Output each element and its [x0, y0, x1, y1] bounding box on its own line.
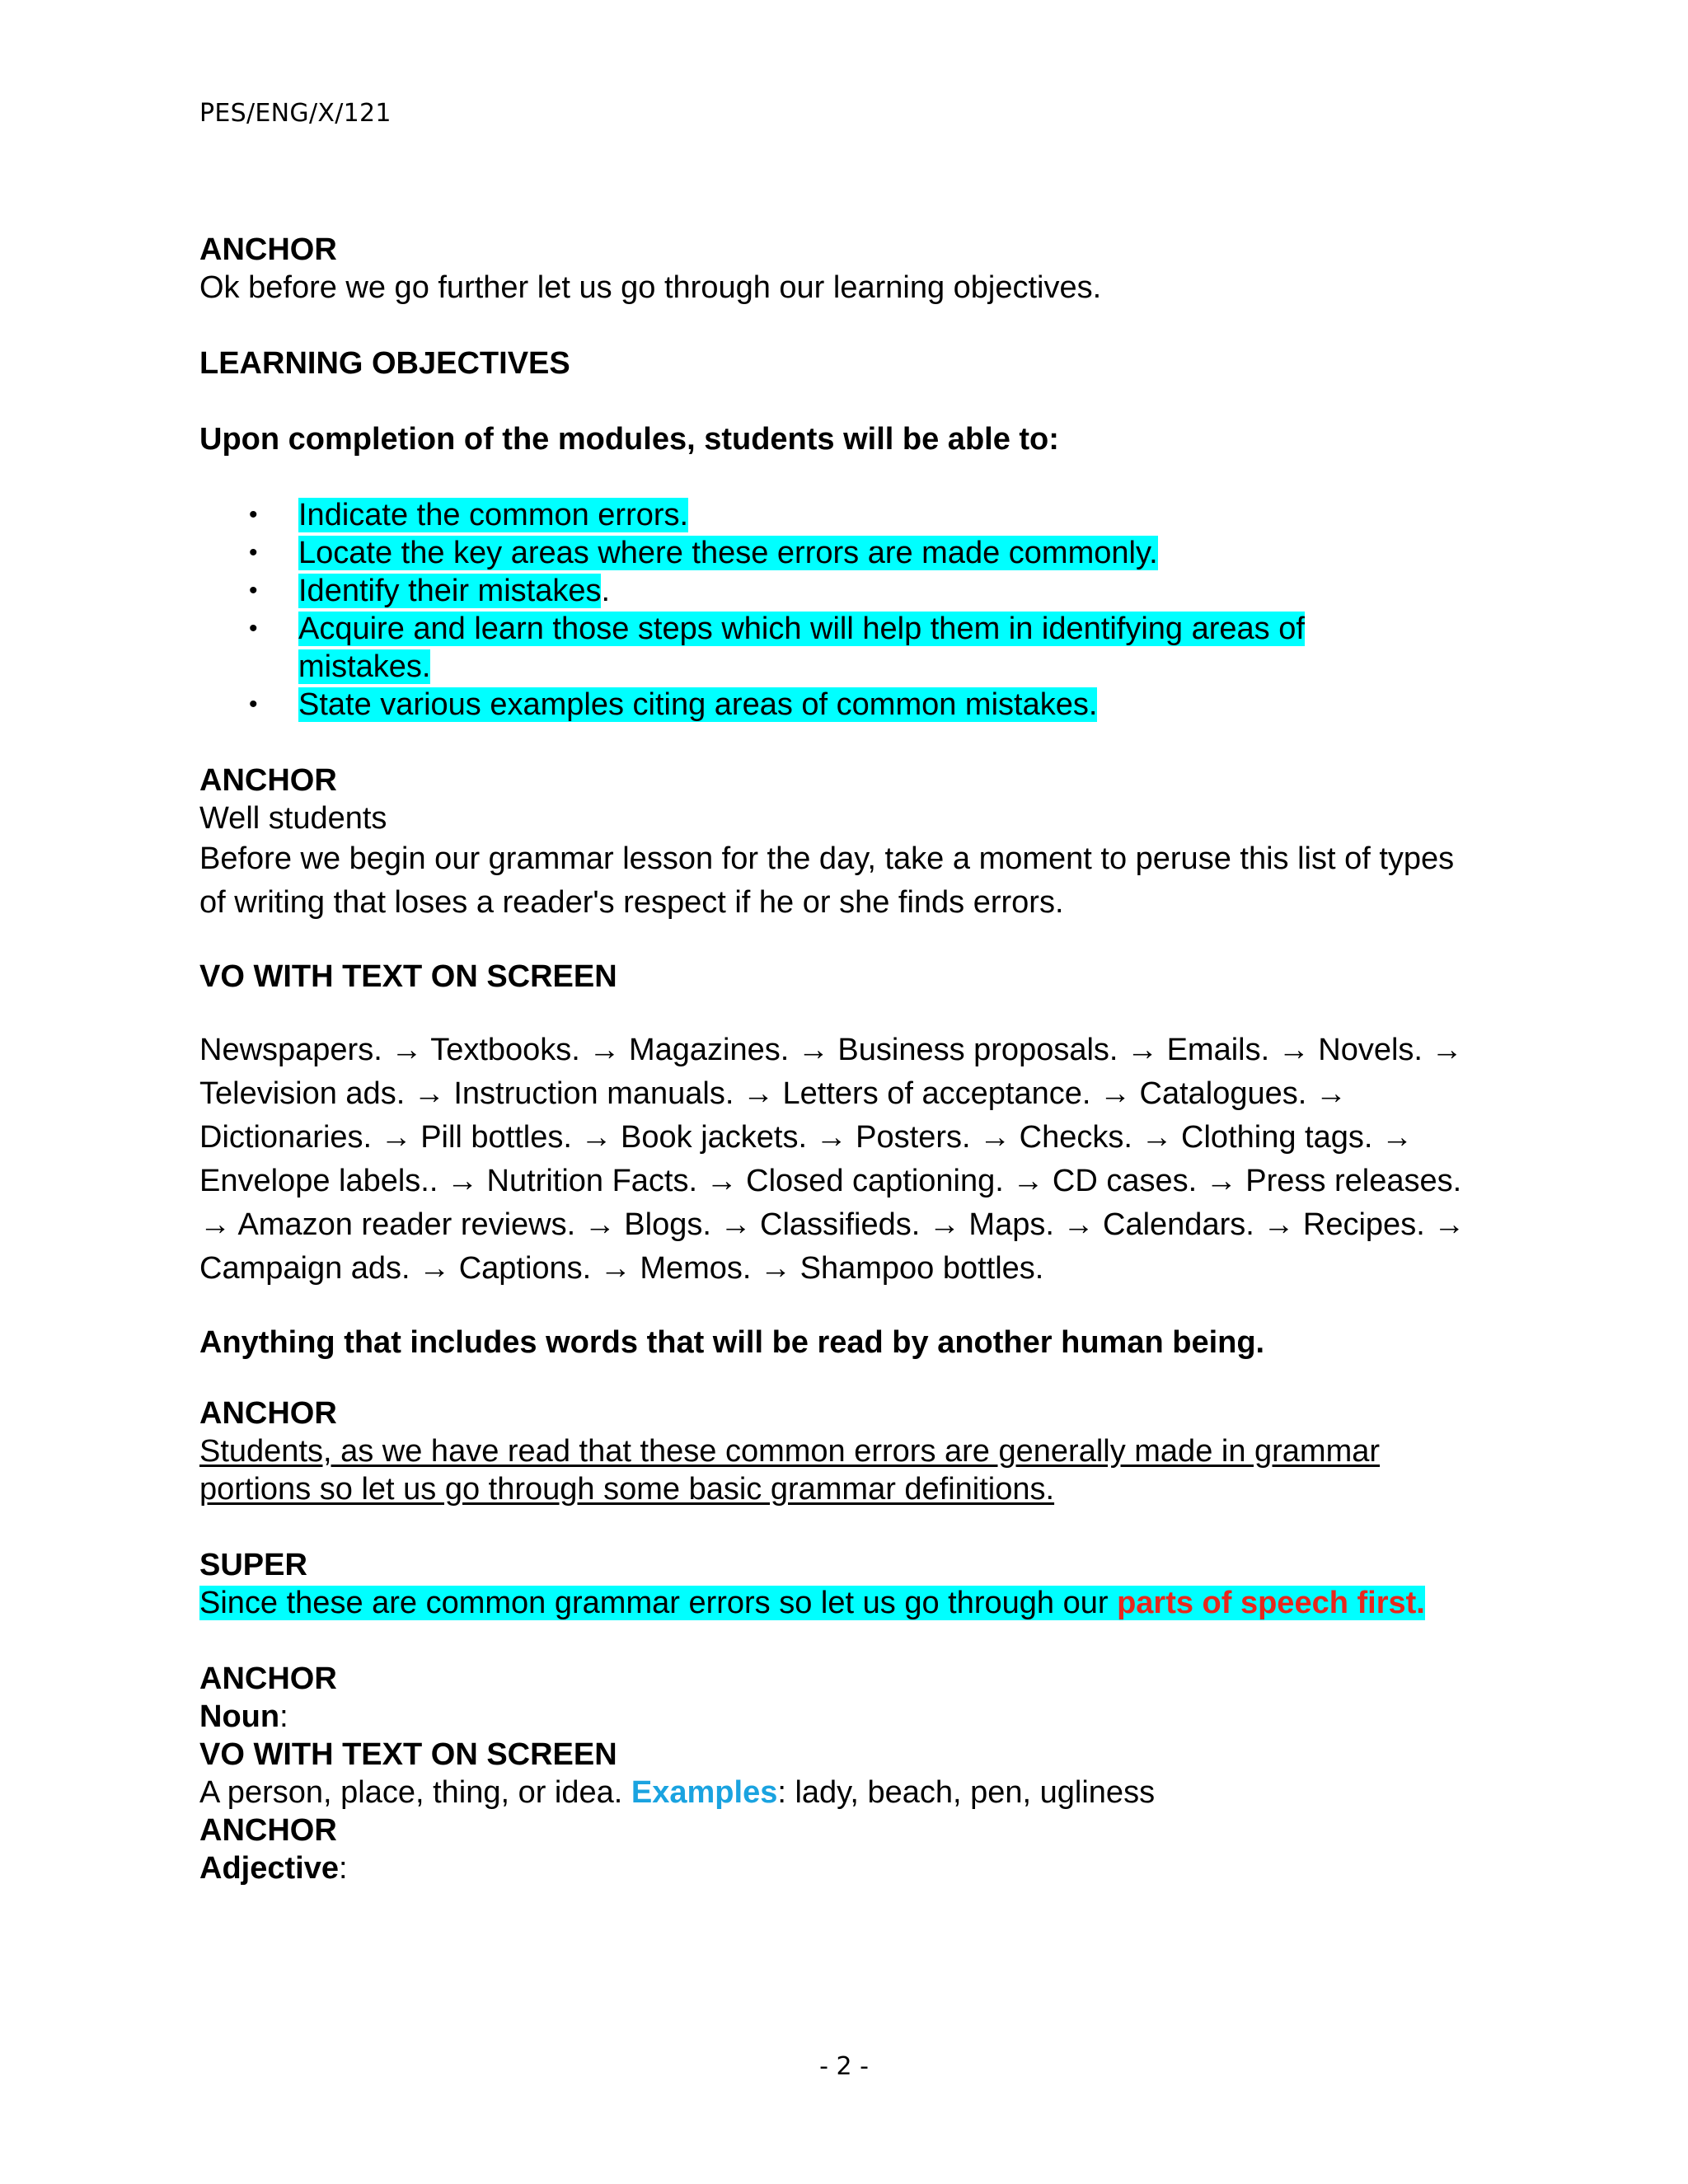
objective-text: Acquire and learn those steps which will help them in identifying areas of mistakes.: [298, 612, 1305, 684]
anchor-label: ANCHOR: [199, 763, 337, 798]
vo-label: VO WITH TEXT ON SCREEN: [199, 959, 617, 994]
anchor-well-students-block: [199, 762, 1485, 925]
objective-text: Indicate the common errors.: [298, 498, 689, 532]
anchor-label: ANCHOR: [199, 1396, 337, 1431]
list-item: [199, 686, 1485, 724]
noun-colon: :: [279, 1699, 288, 1734]
grammar-intro-text: Students, as we have read that these common errors are generally made in grammar portions so let us go through some basic grammar definitions.: [199, 1434, 1381, 1507]
page-number: - 2 -: [819, 2052, 869, 2081]
objectives-list: [199, 496, 1485, 724]
noun-term: Noun: [199, 1699, 280, 1734]
anchor-noun-block: [199, 1660, 1485, 1887]
objective-text: State various examples citing areas of common mistakes.: [298, 687, 1098, 722]
objective-text: Locate the key areas where these errors are made commonly.: [298, 536, 1158, 570]
adjective-term-line: [199, 1849, 1485, 1887]
learning-objectives-block: [199, 344, 1485, 724]
list-item: [199, 534, 1485, 572]
bullet-icon: •: [249, 539, 258, 566]
adjective-colon: :: [338, 1851, 348, 1886]
super-label: SUPER: [199, 1548, 307, 1582]
anchor-grammar-block: [199, 1394, 1485, 1508]
anchor-intro-block: [199, 231, 1485, 307]
intro-paragraph: Before we begin our grammar lesson for the day, take a moment to peruse this list of types of writing that loses a reader's respect if he or she finds errors.: [199, 841, 1455, 920]
list-item: [199, 496, 1485, 534]
noun-definition-line: [199, 1774, 1485, 1811]
learning-objectives-heading: LEARNING OBJECTIVES: [199, 346, 570, 381]
list-item: [199, 572, 1485, 610]
anchor-intro-text: Ok before we go further let us go through our learning objectives.: [199, 270, 1102, 305]
noun-examples: : lady, beach, pen, ugliness: [777, 1775, 1156, 1810]
anchor-label: ANCHOR: [199, 232, 337, 267]
list-item: [199, 610, 1485, 686]
objective-text: Identify their mistakes: [298, 574, 602, 608]
objective-tail: .: [601, 574, 611, 608]
bullet-icon: •: [249, 501, 258, 528]
writing-types-emphasis: Anything that includes words that will be read by another human being.: [199, 1325, 1265, 1360]
parts-of-speech-emphasis: parts of speech first.: [1117, 1586, 1425, 1620]
bullet-icon: •: [249, 577, 258, 604]
noun-definition: A person, place, thing, or idea.: [199, 1775, 631, 1810]
learning-objectives-intro: Upon completion of the modules, students will be able to:: [199, 422, 1059, 457]
bullet-icon: •: [249, 615, 258, 642]
anchor-label: ANCHOR: [199, 1661, 337, 1696]
super-text: [199, 1584, 1485, 1622]
examples-label: Examples: [631, 1775, 778, 1810]
anchor-label: ANCHOR: [199, 1813, 337, 1848]
vo-writing-types-block: [199, 958, 1485, 1361]
greeting-line: Well students: [199, 801, 387, 836]
vo-label: VO WITH TEXT ON SCREEN: [199, 1737, 617, 1772]
super-highlighted-text: Since these are common grammar errors so let us go through our: [199, 1586, 1118, 1620]
adjective-term: Adjective: [199, 1851, 339, 1886]
document-code: PES/ENG/X/121: [199, 99, 392, 128]
bullet-icon: •: [249, 691, 258, 718]
document-body: [199, 231, 1485, 1887]
super-block: [199, 1546, 1485, 1622]
noun-term-line: [199, 1698, 1485, 1736]
writing-types-list: Newspapers. → Textbooks. → Magazines. → Business proposals. → Emails. → Novels. → Television ads. → Instruction manuals. → Letters of acceptance. → Catalogues. → Dictionaries. → Pill bottles. → Book jackets. → Posters. → Checks. → Clothing tags. → Envelope labels.. → Nutrition Facts. → Closed captioning. → CD cases. → Press releases. → Amazon reader reviews. → Blogs. → Classifieds. → Maps. → Calendars. → Recipes. → Campaign ads. → Captions. → Memos. → Shampoo bottles.: [199, 1033, 1465, 1286]
